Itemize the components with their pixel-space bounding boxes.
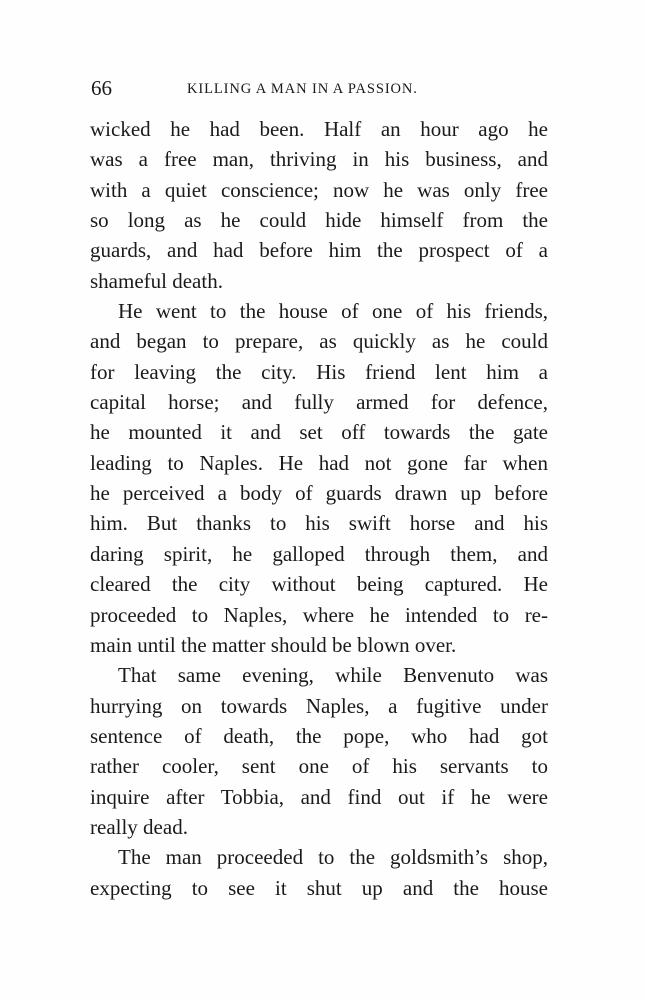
text-line: That same evening, while Benvenuto was [118, 663, 548, 688]
text-line: guards, and had before him the prospect of a [90, 238, 548, 263]
text-line: expecting to see it shut up and the house [90, 875, 548, 900]
text-line: sentence of death, the pope, who had got [90, 723, 548, 748]
paragraph [90, 296, 548, 660]
text-line: he perceived a body of guards drawn up before [90, 481, 548, 506]
paragraph [90, 660, 548, 842]
text-line: He went to the house of one of his friends, [118, 299, 548, 324]
running-title: KILLING A MAN IN A PASSION. [187, 81, 418, 97]
text-line: hurrying on towards Naples, a fugitive under [90, 693, 548, 718]
paragraph [90, 114, 548, 296]
text-line: for leaving the city. His friend lent him a [90, 359, 548, 384]
text-line: shameful death. [90, 268, 223, 293]
text-line: inquire after Tobbia, and find out if he were [90, 784, 548, 809]
text-line: capital horse; and fully armed for defence, [90, 390, 548, 415]
paragraph [90, 842, 548, 903]
page-header [91, 76, 547, 100]
text-line: rather cooler, sent one of his servants to [90, 754, 548, 779]
text-line: leading to Naples. He had not gone far when [90, 450, 548, 475]
text-line: he mounted it and set off towards the gate [90, 420, 548, 445]
text-line: wicked he had been. Half an hour ago he [90, 117, 548, 141]
text-line: was a free man, thriving in his business, and [90, 147, 548, 172]
text-line: The man proceeded to the goldsmith’s shop, [118, 845, 548, 870]
text-line: daring spirit, he galloped through them, and [90, 541, 548, 566]
text-line: cleared the city without being captured. He [90, 572, 548, 597]
text-line: with a quiet conscience; now he was only free [90, 177, 548, 202]
text-line: proceeded to Naples, where he intended to re- [90, 602, 548, 627]
text-line: so long as he could hide himself from the [90, 208, 548, 233]
text-line: and began to prepare, as quickly as he could [90, 329, 548, 354]
text-line: him. But thanks to his swift horse and his [90, 511, 548, 536]
page-number: 66 [91, 76, 112, 100]
text-line: really dead. [90, 814, 188, 839]
body-text [90, 114, 548, 903]
text-line: main until the matter should be blown over. [90, 632, 457, 657]
